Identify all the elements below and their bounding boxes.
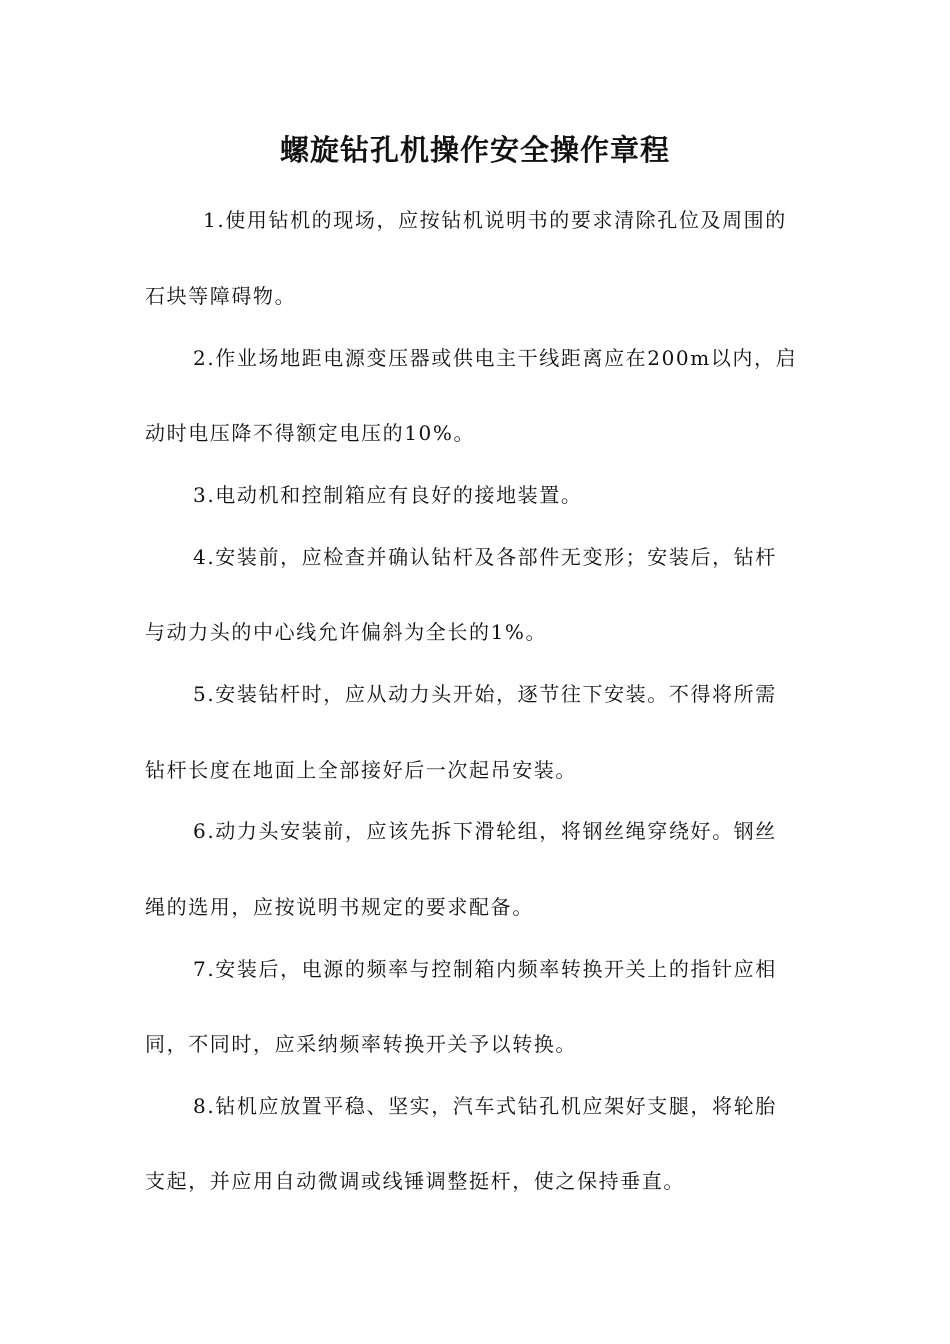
paragraph-8-line-1: 8.钻机应放置平稳、坚实，汽车式钻孔机应架好支腿，将轮胎 xyxy=(193,1094,777,1118)
document-title: 螺旋钻孔机操作安全操作章程 xyxy=(279,133,670,167)
paragraph-5-line-1: 5.安装钻杆时，应从动力头开始，逐节往下安装。不得将所需 xyxy=(193,682,777,706)
paragraph-1-line-2: 石块等障碍物。 xyxy=(145,284,297,308)
paragraph-4-line-1: 4.安装前，应检查并确认钻杆及各部件无变形；安装后，钻杆 xyxy=(193,545,777,569)
paragraph-7-line-2: 同，不同时，应采纳频率转换开关予以转换。 xyxy=(145,1032,577,1056)
paragraph-6-line-2: 绳的选用，应按说明书规定的要求配备。 xyxy=(145,895,534,919)
paragraph-6-line-1: 6.动力头安装前，应该先拆下滑轮组，将钢丝绳穿绕好。钢丝 xyxy=(193,819,777,843)
paragraph-4-line-2: 与动力头的中心线允许偏斜为全长的1%。 xyxy=(145,620,548,644)
paragraph-1-line-1: 1.使用钻机的现场，应按钻机说明书的要求清除孔位及周围的 xyxy=(203,208,787,232)
paragraph-2-line-1: 2.作业场地距电源变压器或供电主干线距离应在200m以内，启 xyxy=(193,346,798,370)
paragraph-2-line-2: 动时电压降不得额定电压的10%。 xyxy=(145,421,476,445)
paragraph-5-line-2: 钻杆长度在地面上全部接好后一次起吊安装。 xyxy=(145,758,577,782)
paragraph-7-line-1: 7.安装后，电源的频率与控制箱内频率转换开关上的指针应相 xyxy=(193,957,777,981)
paragraph-3-line-1: 3.电动机和控制箱应有良好的接地装置。 xyxy=(193,483,583,507)
paragraph-8-line-2: 支起，并应用自动微调或线锤调整挺杆，使之保持垂直。 xyxy=(145,1169,685,1193)
